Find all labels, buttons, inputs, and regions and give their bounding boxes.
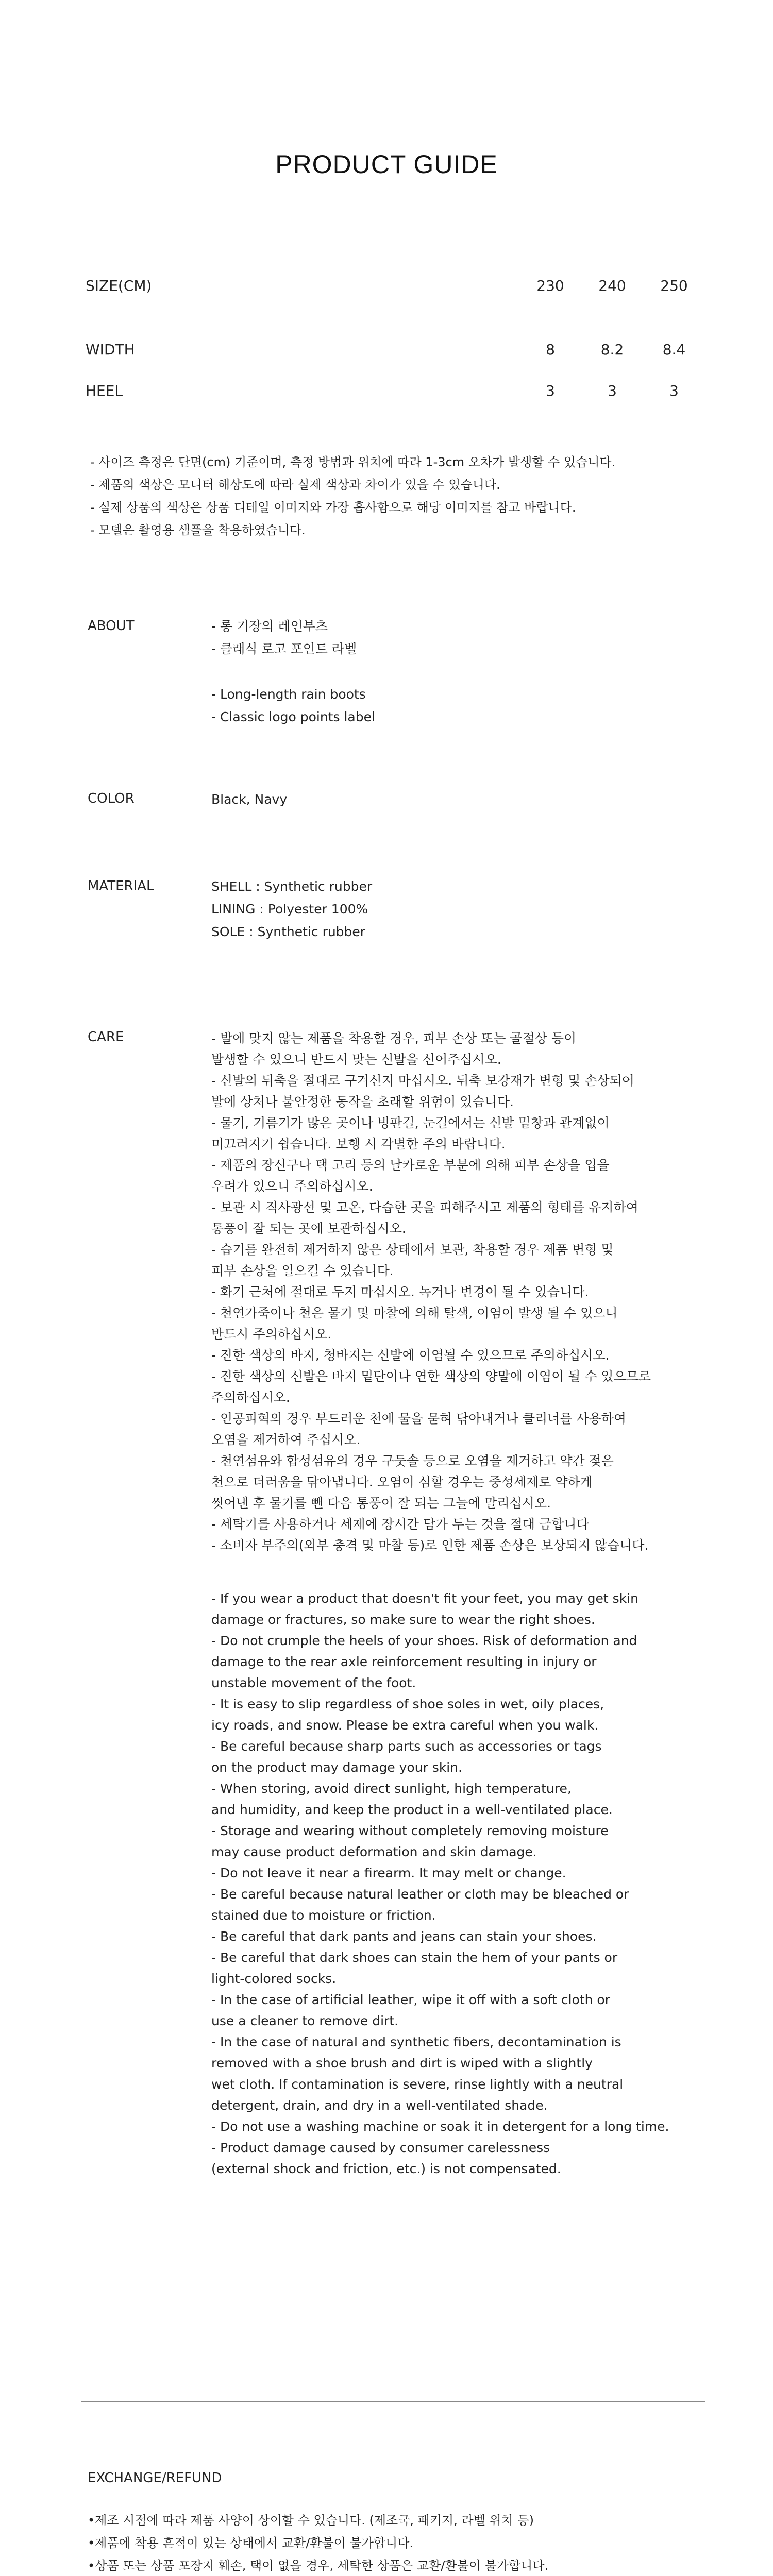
row-label: HEEL: [86, 382, 123, 399]
care-line: - 천연섬유와 합성섬유의 경우 구둣솔 등으로 오염을 제거하고 약간 젖은: [211, 1453, 614, 1468]
care-line: 반드시 주의하십시오.: [211, 1327, 332, 1342]
care-line: damage to the rear axle reinforcement resulting in injury or: [211, 1654, 597, 1669]
note-line: - 모델은 촬영용 샘플을 착용하였습니다.: [90, 523, 306, 537]
care-line: - Do not crumple the heels of your shoes. Risk of deformation and: [211, 1633, 637, 1648]
care-line: - 보관 시 직사광선 및 고온, 다습한 곳을 피해주시고 제품의 형태를 유지하여: [211, 1200, 638, 1215]
care-line: - 인공피혁의 경우 부드러운 천에 물을 묻혀 닦아내거나 클리너를 사용하여: [211, 1411, 627, 1426]
care-line: (external shock and friction, etc.) is not compensated.: [211, 2161, 561, 2176]
table-row: [81, 370, 705, 411]
about-line: - Long-length rain boots: [211, 687, 366, 702]
care-line: - 화기 근처에 절대로 두지 마십시오. 녹거나 변경이 될 수 있습니다.: [211, 1284, 589, 1299]
exchange-line: •제품에 착용 흔적이 있는 상태에서 교환/환불이 불가합니다.: [88, 2536, 414, 2550]
care-line: - 진한 색상의 바지, 청바지는 신발에 이염될 수 있으므로 주의하십시오.: [211, 1348, 610, 1363]
care-line: - Product damage caused by consumer carelessness: [211, 2140, 550, 2155]
size-header-240: 240: [598, 277, 626, 294]
care-line: - 발에 맞지 않는 제품을 착용할 경우, 피부 손상 또는 골절상 등이: [211, 1031, 577, 1046]
color-value: Black, Navy: [211, 792, 288, 807]
size-notes: [90, 451, 615, 541]
table-cell: 8.4: [662, 341, 686, 358]
table-cell: 3: [669, 382, 679, 399]
care-line: - 물기, 기름기가 많은 곳이나 빙판길, 눈길에서는 신발 밑창과 관계없이: [211, 1115, 610, 1130]
care-line: - Be careful that dark pants and jeans can stain your shoes.: [211, 1929, 597, 1944]
care-line: 주의하십시오.: [211, 1390, 290, 1405]
size-table-header: [81, 263, 705, 309]
section-divider: [81, 2401, 705, 2402]
care-line: 발에 상처나 불안정한 동작을 초래할 위험이 있습니다.: [211, 1094, 514, 1109]
care-line: - In the case of artificial leather, wipe it off with a soft cloth or: [211, 1992, 610, 2007]
page-title: PRODUCT GUIDE: [275, 150, 498, 179]
care-line: - Storage and wearing without completely removing moisture: [211, 1823, 609, 1838]
table-cell: 8: [546, 341, 555, 358]
size-table: [81, 263, 705, 411]
table-cell: 8.2: [600, 341, 624, 358]
care-line: detergent, drain, and dry in a well-ventilated shade.: [211, 2098, 548, 2113]
care-line: damage or fractures, so make sure to wear the right shoes.: [211, 1612, 595, 1627]
exchange-line: •상품 또는 상품 포장지 훼손, 택이 없을 경우, 세탁한 상품은 교환/환불이 불가합니다.: [88, 2558, 549, 2573]
care-line: unstable movement of the foot.: [211, 1675, 416, 1690]
care-line: 우려가 있으니 주의하십시오.: [211, 1179, 373, 1194]
care-line: stained due to moisture or friction.: [211, 1908, 436, 1923]
about-label: ABOUT: [88, 618, 135, 634]
care-line: - 신발의 뒤축을 절대로 구겨신지 마십시오. 뒤축 보강재가 변형 및 손상되어: [211, 1073, 634, 1088]
about-line: - Classic logo points label: [211, 709, 375, 724]
material-line: SHELL : Synthetic rubber: [211, 879, 373, 894]
care-line: on the product may damage your skin.: [211, 1760, 463, 1775]
exchange-label: EXCHANGE/REFUND: [88, 2470, 222, 2486]
care-line: 오염을 제거하여 주십시오.: [211, 1432, 361, 1447]
size-header-230: 230: [536, 277, 564, 294]
care-line: 통풍이 잘 되는 곳에 보관하십시오.: [211, 1221, 406, 1236]
table-cell: 3: [608, 382, 617, 399]
care-line: 천으로 더러움을 닦아냅니다. 오염이 심할 경우는 중성세제로 약하게: [211, 1475, 593, 1489]
care-line: wet cloth. If contamination is severe, rinse lightly with a neutral: [211, 2077, 624, 2092]
care-line: - Be careful because natural leather or cloth may be bleached or: [211, 1887, 629, 1902]
care-line: - Do not use a washing machine or soak it in detergent for a long time.: [211, 2119, 669, 2134]
care-line: light-colored socks.: [211, 1971, 337, 1986]
care-line: - 소비자 부주의(외부 충격 및 마찰 등)로 인한 제품 손상은 보상되지 않습니다.: [211, 1538, 649, 1553]
care-line: 피부 손상을 일으킬 수 있습니다.: [211, 1263, 394, 1278]
table-cell: 3: [546, 382, 555, 399]
exchange-list: [88, 2509, 548, 2576]
care-label: CARE: [88, 1029, 124, 1045]
care-line: use a cleaner to remove dirt.: [211, 2013, 399, 2028]
row-label: WIDTH: [86, 341, 135, 358]
care-line: - 진한 색상의 신발은 바지 밑단이나 연한 색상의 양말에 이염이 될 수 있으므로: [211, 1369, 651, 1384]
note-line: - 실제 상품의 색상은 상품 디테일 이미지와 가장 흡사함으로 해당 이미지를 참고 바랍니다.: [90, 500, 576, 515]
care-line: 씻어낸 후 물기를 뺀 다음 통풍이 잘 되는 그늘에 말리십시오.: [211, 1496, 551, 1511]
material-line: LINING : Polyester 100%: [211, 902, 368, 917]
size-header-250: 250: [660, 277, 688, 294]
material-line: SOLE : Synthetic rubber: [211, 924, 366, 939]
about-line: - 클래식 로고 포인트 라벨: [211, 641, 357, 656]
exchange-line: •제조 시점에 따라 제품 사양이 상이할 수 있습니다. (제조국, 패키지, 라벨 위치 등): [88, 2513, 534, 2528]
care-line: icy roads, and snow. Please be extra careful when you walk.: [211, 1718, 599, 1733]
color-label: COLOR: [88, 791, 135, 806]
care-line: - 천연가죽이나 천은 물기 및 마찰에 의해 탈색, 이염이 발생 될 수 있으니: [211, 1306, 618, 1320]
care-line: - It is easy to slip regardless of shoe soles in wet, oily places,: [211, 1697, 604, 1711]
about-line: - 롱 기장의 레인부츠: [211, 619, 328, 634]
care-line: - Do not leave it near a firearm. It may melt or change.: [211, 1866, 566, 1880]
care-line: and humidity, and keep the product in a well-ventilated place.: [211, 1802, 613, 1817]
about-body: [211, 615, 375, 728]
care-line: - Be careful because sharp parts such as accessories or tags: [211, 1739, 602, 1754]
care-line: - 세탁기를 사용하거나 세제에 장시간 담가 두는 것을 절대 금합니다: [211, 1517, 589, 1532]
note-line: - 제품의 색상은 모니터 해상도에 따라 실제 색상과 차이가 있을 수 있습니다.: [90, 478, 500, 492]
care-line: removed with a shoe brush and dirt is wiped with a slightly: [211, 2056, 593, 2071]
material-body: [211, 875, 372, 943]
care-line: 미끄러지기 쉽습니다. 보행 시 각별한 주의 바랍니다.: [211, 1137, 506, 1151]
care-line: - When storing, avoid direct sunlight, high temperature,: [211, 1781, 572, 1796]
care-line: - In the case of natural and synthetic fibers, decontamination is: [211, 2035, 621, 2049]
material-label: MATERIAL: [88, 878, 154, 894]
table-row: [81, 329, 705, 370]
care-line: 발생할 수 있으니 반드시 맞는 신발을 신어주십시오.: [211, 1052, 501, 1067]
care-line: - 습기를 완전히 제거하지 않은 상태에서 보관, 착용할 경우 제품 변형 및: [211, 1242, 614, 1257]
care-line: - Be careful that dark shoes can stain the hem of your pants or: [211, 1950, 618, 1965]
size-header-label: SIZE(CM): [86, 277, 152, 294]
care-line: - If you wear a product that doesn't fit your feet, you may get skin: [211, 1591, 638, 1606]
care-line: may cause product deformation and skin damage.: [211, 1844, 537, 1859]
note-line: - 사이즈 측정은 단면(cm) 기준이며, 측정 방법과 위치에 따라 1-3cm 오차가 발생할 수 있습니다.: [90, 455, 616, 469]
care-line: - 제품의 장신구나 택 고리 등의 날카로운 부분에 의해 피부 손상을 입을: [211, 1158, 610, 1173]
care-list: [211, 1028, 706, 2179]
